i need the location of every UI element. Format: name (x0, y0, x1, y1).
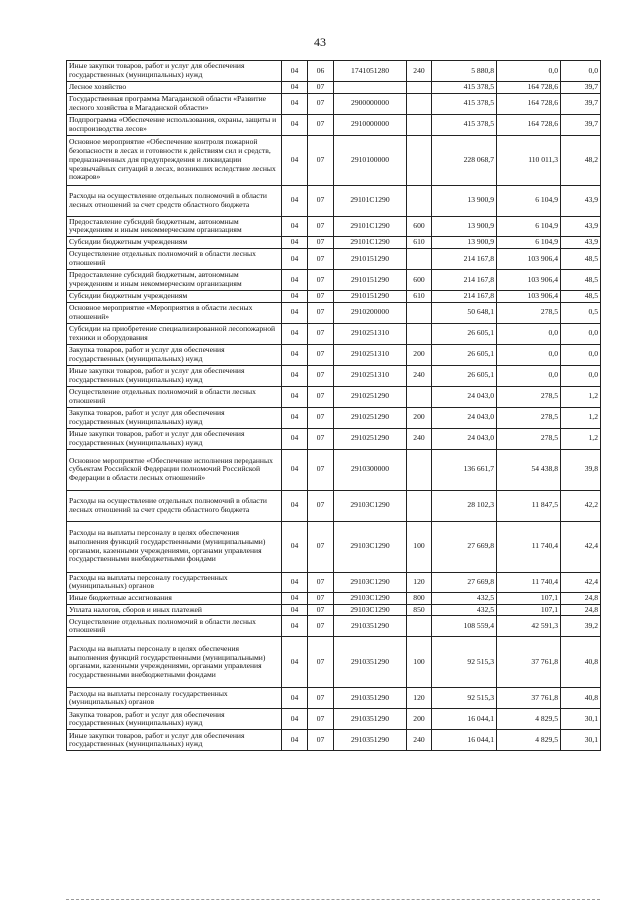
row-csr: 2910251290 (334, 428, 407, 449)
row-pr: 07 (308, 216, 334, 236)
row-vr (407, 93, 432, 114)
row-plan: 24 043,0 (432, 386, 497, 407)
row-pct: 0,5 (561, 302, 601, 323)
row-name: Расходы на выплаты персоналу государственных (муниципальных) органов (67, 688, 282, 709)
table-row (67, 248, 601, 269)
row-pct: 39,7 (561, 114, 601, 135)
row-pct: 24,8 (561, 604, 601, 616)
row-vr: 600 (407, 269, 432, 290)
row-plan: 432,5 (432, 604, 497, 616)
row-rz: 04 (282, 386, 308, 407)
row-pct: 24,8 (561, 593, 601, 605)
row-pct: 39,7 (561, 82, 601, 94)
row-pr: 06 (308, 61, 334, 82)
row-csr: 2910100000 (334, 135, 407, 185)
row-vr: 240 (407, 365, 432, 386)
row-pr: 07 (308, 386, 334, 407)
row-vr (407, 185, 432, 216)
row-name: Предоставление субсидий бюджетным, автономным учреждениям и иным некоммерческим организациям (67, 269, 282, 290)
row-vr: 200 (407, 407, 432, 428)
row-plan: 26 605,1 (432, 323, 497, 344)
row-rz: 04 (282, 248, 308, 269)
row-rz: 04 (282, 344, 308, 365)
row-plan: 92 515,3 (432, 688, 497, 709)
row-pct: 48,2 (561, 135, 601, 185)
row-vr (407, 616, 432, 637)
row-csr: 2910251310 (334, 344, 407, 365)
row-vr: 120 (407, 688, 432, 709)
row-rz: 04 (282, 688, 308, 709)
row-csr: 2910351290 (334, 637, 407, 688)
row-name: Расходы на осуществление отдельных полномочий в области лесных отношений за счет средств областного бюджета (67, 490, 282, 521)
row-csr: 29103С1290 (334, 521, 407, 572)
table-row (67, 290, 601, 302)
row-pct: 1,2 (561, 386, 601, 407)
row-vr (407, 248, 432, 269)
row-pr: 07 (308, 135, 334, 185)
row-vr (407, 302, 432, 323)
row-plan: 92 515,3 (432, 637, 497, 688)
row-rz: 04 (282, 428, 308, 449)
row-fact: 11 847,5 (497, 490, 561, 521)
row-rz: 04 (282, 216, 308, 236)
row-csr: 29101С1290 (334, 185, 407, 216)
row-csr: 2910251290 (334, 386, 407, 407)
row-pct: 42,2 (561, 490, 601, 521)
table-row (67, 637, 601, 688)
row-pct: 40,8 (561, 637, 601, 688)
footer-rule (66, 899, 600, 900)
row-rz: 04 (282, 572, 308, 592)
row-rz: 04 (282, 521, 308, 572)
row-name: Лесное хозяйство (67, 82, 282, 94)
table-row (67, 237, 601, 249)
row-vr: 610 (407, 237, 432, 249)
row-csr: 2910251290 (334, 407, 407, 428)
row-csr: 2910151290 (334, 290, 407, 302)
row-pr: 07 (308, 82, 334, 94)
row-rz: 04 (282, 237, 308, 249)
row-csr: 2910300000 (334, 449, 407, 490)
row-plan: 28 102,3 (432, 490, 497, 521)
row-pr: 07 (308, 449, 334, 490)
row-csr: 2910351290 (334, 709, 407, 730)
row-name: Иные закупки товаров, работ и услуг для обеспечения государственных (муниципальных) нужд (67, 61, 282, 82)
row-pct: 43,9 (561, 216, 601, 236)
row-vr: 800 (407, 593, 432, 605)
row-rz: 04 (282, 82, 308, 94)
row-pr: 07 (308, 593, 334, 605)
row-vr: 600 (407, 216, 432, 236)
row-pct: 39,8 (561, 449, 601, 490)
row-pct: 48,5 (561, 248, 601, 269)
row-name: Государственная программа Магаданской области «Развитие лесного хозяйства в Магаданской области» (67, 93, 282, 114)
row-csr: 2910351290 (334, 730, 407, 751)
row-pct: 30,1 (561, 730, 601, 751)
row-fact: 110 011,3 (497, 135, 561, 185)
row-vr (407, 114, 432, 135)
row-rz: 04 (282, 323, 308, 344)
row-pct: 0,0 (561, 323, 601, 344)
row-name: Иные закупки товаров, работ и услуг для обеспечения государственных (муниципальных) нужд (67, 365, 282, 386)
row-plan: 228 068,7 (432, 135, 497, 185)
table-row (67, 709, 601, 730)
row-csr: 1741051280 (334, 61, 407, 82)
row-csr: 2900000000 (334, 93, 407, 114)
row-name: Основное мероприятие «Обеспечение исполнения переданных субъектам Российской Федерации полномочий Российской Федерации в области лесных отношений» (67, 449, 282, 490)
table-row (67, 730, 601, 751)
row-vr: 850 (407, 604, 432, 616)
row-csr: 2910200000 (334, 302, 407, 323)
row-fact: 107,1 (497, 604, 561, 616)
row-vr: 610 (407, 290, 432, 302)
row-pr: 07 (308, 365, 334, 386)
row-name: Субсидии на приобретение специализированной лесопожарной техники и оборудования (67, 323, 282, 344)
row-name: Закупка товаров, работ и услуг для обеспечения государственных (муниципальных) нужд (67, 344, 282, 365)
row-rz: 04 (282, 290, 308, 302)
row-plan: 16 044,1 (432, 730, 497, 751)
row-pr: 07 (308, 302, 334, 323)
row-rz: 04 (282, 616, 308, 637)
table-row (67, 135, 601, 185)
row-pct: 42,4 (561, 521, 601, 572)
row-rz: 04 (282, 449, 308, 490)
row-csr: 2910351290 (334, 688, 407, 709)
row-pr: 07 (308, 688, 334, 709)
row-pct: 0,0 (561, 365, 601, 386)
row-csr: 29103С1290 (334, 593, 407, 605)
row-name: Иные закупки товаров, работ и услуг для обеспечения государственных (муниципальных) нужд (67, 730, 282, 751)
table-row (67, 449, 601, 490)
row-pct: 0,0 (561, 344, 601, 365)
table-row (67, 93, 601, 114)
row-pr: 07 (308, 344, 334, 365)
row-plan: 50 648,1 (432, 302, 497, 323)
row-pr: 07 (308, 290, 334, 302)
row-name: Субсидии бюджетным учреждениям (67, 290, 282, 302)
row-plan: 432,5 (432, 593, 497, 605)
table-row (67, 386, 601, 407)
row-csr: 2910151290 (334, 269, 407, 290)
row-csr: 29103С1290 (334, 604, 407, 616)
row-fact: 164 728,6 (497, 93, 561, 114)
row-pr: 07 (308, 269, 334, 290)
row-rz: 04 (282, 365, 308, 386)
row-rz: 04 (282, 604, 308, 616)
row-csr: 2910251310 (334, 323, 407, 344)
row-name: Расходы на выплаты персоналу государственных (муниципальных) органов (67, 572, 282, 592)
row-rz: 04 (282, 114, 308, 135)
row-plan: 26 605,1 (432, 365, 497, 386)
row-plan: 24 043,0 (432, 428, 497, 449)
row-csr (334, 82, 407, 94)
row-pr: 07 (308, 572, 334, 592)
table-row (67, 216, 601, 236)
row-name: Расходы на выплаты персоналу в целях обеспечения выполнения функций государственными (муниципальными) органами, казенными учреждениями, органами управления государственными внебюджетными фондами (67, 521, 282, 572)
row-csr: 2910251310 (334, 365, 407, 386)
table-row (67, 344, 601, 365)
row-pr: 07 (308, 185, 334, 216)
row-pr: 07 (308, 730, 334, 751)
row-vr: 200 (407, 344, 432, 365)
table-row (67, 428, 601, 449)
row-pr: 07 (308, 709, 334, 730)
row-name: Субсидии бюджетным учреждениям (67, 237, 282, 249)
row-csr: 2910351290 (334, 616, 407, 637)
row-fact: 11 740,4 (497, 572, 561, 592)
row-name: Предоставление субсидий бюджетным, автономным учреждениям и иным некоммерческим организациям (67, 216, 282, 236)
table-row (67, 616, 601, 637)
row-rz: 04 (282, 407, 308, 428)
row-pr: 07 (308, 237, 334, 249)
row-name: Основное мероприятие «Мероприятия в области лесных отношений» (67, 302, 282, 323)
row-csr: 2910151290 (334, 248, 407, 269)
row-name: Закупка товаров, работ и услуг для обеспечения государственных (муниципальных) нужд (67, 407, 282, 428)
row-plan: 214 167,8 (432, 290, 497, 302)
row-name: Расходы на осуществление отдельных полномочий в области лесных отношений за счет средств областного бюджета (67, 185, 282, 216)
row-pct: 43,9 (561, 185, 601, 216)
row-plan: 26 605,1 (432, 344, 497, 365)
row-fact: 37 761,8 (497, 688, 561, 709)
row-fact: 103 906,4 (497, 248, 561, 269)
table-row (67, 572, 601, 592)
row-rz: 04 (282, 302, 308, 323)
row-pr: 07 (308, 114, 334, 135)
row-plan: 415 378,5 (432, 114, 497, 135)
row-vr (407, 386, 432, 407)
row-vr: 240 (407, 428, 432, 449)
row-csr: 29103С1290 (334, 490, 407, 521)
row-vr (407, 135, 432, 185)
table-row (67, 688, 601, 709)
row-rz: 04 (282, 185, 308, 216)
row-name: Осуществление отдельных полномочий в области лесных отношений (67, 386, 282, 407)
row-pr: 07 (308, 616, 334, 637)
row-pct: 1,2 (561, 428, 601, 449)
row-plan: 214 167,8 (432, 248, 497, 269)
row-pr: 07 (308, 521, 334, 572)
row-name: Осуществление отдельных полномочий в области лесных отношений (67, 248, 282, 269)
row-plan: 214 167,8 (432, 269, 497, 290)
row-fact: 11 740,4 (497, 521, 561, 572)
row-plan: 415 378,5 (432, 82, 497, 94)
row-fact: 0,0 (497, 323, 561, 344)
row-pct: 43,9 (561, 237, 601, 249)
row-pr: 07 (308, 637, 334, 688)
row-fact: 164 728,6 (497, 82, 561, 94)
row-plan: 108 559,4 (432, 616, 497, 637)
row-name: Основное мероприятие «Обеспечение контроля пожарной безопасности в лесах и готовности к действиям сил и средств, предназначенных для предупреждения и ликвидации чрезвычайных ситуаций в лесах, возникших вследствие лесных пожаров» (67, 135, 282, 185)
row-name: Расходы на выплаты персоналу в целях обеспечения выполнения функций государственными (муниципальными) органами, казенными учреждениями, органами управления государственными внебюджетными фондами (67, 637, 282, 688)
row-csr: 29101С1290 (334, 216, 407, 236)
table-row (67, 604, 601, 616)
row-name: Иные закупки товаров, работ и услуг для обеспечения государственных (муниципальных) нужд (67, 428, 282, 449)
row-plan: 136 661,7 (432, 449, 497, 490)
row-fact: 107,1 (497, 593, 561, 605)
table-row (67, 269, 601, 290)
row-name: Осуществление отдельных полномочий в области лесных отношений (67, 616, 282, 637)
row-fact: 103 906,4 (497, 290, 561, 302)
row-name: Иные бюджетные ассигнования (67, 593, 282, 605)
row-pr: 07 (308, 323, 334, 344)
row-fact: 6 104,9 (497, 237, 561, 249)
row-plan: 5 880,8 (432, 61, 497, 82)
row-fact: 0,0 (497, 344, 561, 365)
row-csr: 29101С1290 (334, 237, 407, 249)
row-plan: 13 900,9 (432, 185, 497, 216)
row-pct: 1,2 (561, 407, 601, 428)
row-plan: 27 669,8 (432, 572, 497, 592)
table-row (67, 490, 601, 521)
row-plan: 13 900,9 (432, 237, 497, 249)
table-row (67, 114, 601, 135)
row-fact: 103 906,4 (497, 269, 561, 290)
table-row (67, 61, 601, 82)
row-pct: 39,2 (561, 616, 601, 637)
row-fact: 4 829,5 (497, 730, 561, 751)
row-pr: 07 (308, 604, 334, 616)
row-csr: 29103С1290 (334, 572, 407, 592)
row-csr: 2910000000 (334, 114, 407, 135)
row-fact: 0,0 (497, 365, 561, 386)
row-name: Подпрограмма «Обеспечение использования, охраны, защиты и воспроизводства лесов» (67, 114, 282, 135)
row-rz: 04 (282, 637, 308, 688)
table-row (67, 82, 601, 94)
row-vr (407, 323, 432, 344)
row-pct: 48,5 (561, 269, 601, 290)
row-rz: 04 (282, 490, 308, 521)
row-vr (407, 490, 432, 521)
row-pct: 39,7 (561, 93, 601, 114)
table-row (67, 521, 601, 572)
row-vr: 240 (407, 61, 432, 82)
row-rz: 04 (282, 709, 308, 730)
row-fact: 54 438,8 (497, 449, 561, 490)
row-vr (407, 449, 432, 490)
row-fact: 37 761,8 (497, 637, 561, 688)
table-row (67, 365, 601, 386)
row-vr: 240 (407, 730, 432, 751)
row-vr: 100 (407, 521, 432, 572)
row-fact: 278,5 (497, 428, 561, 449)
row-fact: 278,5 (497, 302, 561, 323)
row-rz: 04 (282, 135, 308, 185)
row-fact: 42 591,3 (497, 616, 561, 637)
row-vr (407, 82, 432, 94)
row-fact: 0,0 (497, 61, 561, 82)
row-pr: 07 (308, 428, 334, 449)
table-row (67, 407, 601, 428)
row-plan: 16 044,1 (432, 709, 497, 730)
row-pct: 30,1 (561, 709, 601, 730)
table-row (67, 185, 601, 216)
row-plan: 27 669,8 (432, 521, 497, 572)
row-rz: 04 (282, 269, 308, 290)
row-pr: 07 (308, 490, 334, 521)
row-fact: 6 104,9 (497, 216, 561, 236)
row-vr: 100 (407, 637, 432, 688)
row-pr: 07 (308, 407, 334, 428)
row-pct: 0,0 (561, 61, 601, 82)
row-plan: 415 378,5 (432, 93, 497, 114)
row-fact: 278,5 (497, 386, 561, 407)
table-row (67, 302, 601, 323)
row-name: Уплата налогов, сборов и иных платежей (67, 604, 282, 616)
row-rz: 04 (282, 730, 308, 751)
row-fact: 6 104,9 (497, 185, 561, 216)
row-pr: 07 (308, 93, 334, 114)
table-row (67, 593, 601, 605)
row-pr: 07 (308, 248, 334, 269)
row-pct: 40,8 (561, 688, 601, 709)
budget-table (66, 60, 601, 751)
row-rz: 04 (282, 93, 308, 114)
page-number: 43 (314, 35, 326, 49)
row-plan: 24 043,0 (432, 407, 497, 428)
row-plan: 13 900,9 (432, 216, 497, 236)
row-fact: 4 829,5 (497, 709, 561, 730)
row-vr: 120 (407, 572, 432, 592)
row-name: Закупка товаров, работ и услуг для обеспечения государственных (муниципальных) нужд (67, 709, 282, 730)
row-rz: 04 (282, 61, 308, 82)
row-pct: 42,4 (561, 572, 601, 592)
row-fact: 164 728,6 (497, 114, 561, 135)
row-vr: 200 (407, 709, 432, 730)
table-row (67, 323, 601, 344)
row-fact: 278,5 (497, 407, 561, 428)
row-rz: 04 (282, 593, 308, 605)
row-pct: 48,5 (561, 290, 601, 302)
